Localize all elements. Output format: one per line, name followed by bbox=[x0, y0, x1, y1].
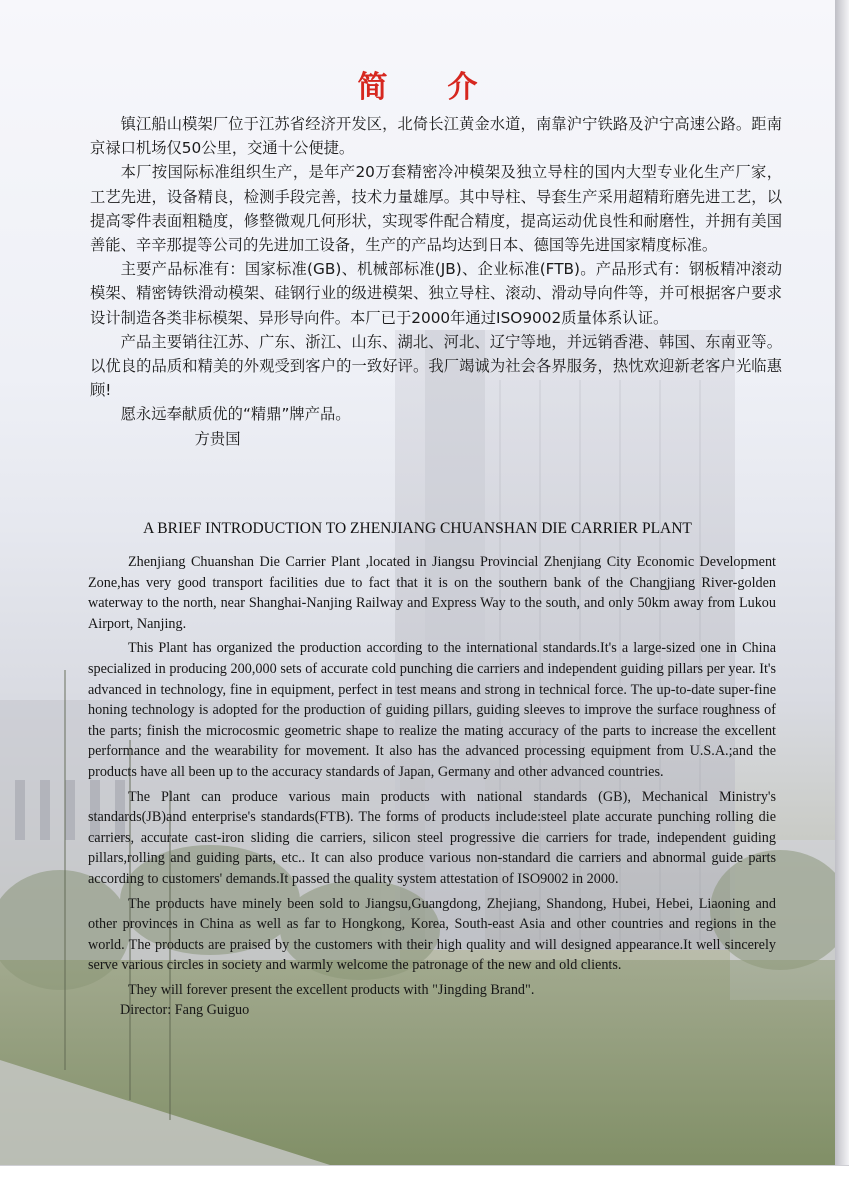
en-paragraph: The Plant can produce various main products with national standards (GB), Mechanical Ministry's standards(JB)and enterprise's standards(FTB). The forms of products include:steel plate accurate punching rolling die carriers, accurate cast-iron sliding die carriers, silicon steel progressive die carriers for trade, independent guiding pillars,rolling and guiding parts, etc.. It can also produce various non-standard die carriers and abnormal guide parts according to customers' demands.It passed the quality system attestation of ISO9002 in 2000. bbox=[88, 788, 776, 887]
cn-paragraph: 镇江船山模架厂位于江苏省经济开发区，北倚长江黄金水道，南靠沪宁铁路及沪宁高速公路。距南京禄口机场仅50公里，交通十公便捷。 bbox=[90, 115, 782, 158]
en-paragraph: They will forever present the excellent products with "Jingding Brand". bbox=[128, 981, 535, 998]
chinese-introduction bbox=[90, 112, 782, 451]
cn-paragraph: 产品主要销往江苏、广东、浙江、山东、湖北、河北、辽宁等地，并远销香港、韩国、东南亚等。以优良的品质和精美的外观受到客户的一致好评。我厂竭诚为社会各界服务，热忱欢迎新老客户光临惠顾! bbox=[90, 332, 782, 400]
en-paragraph: This Plant has organized the production according to the international standards.It's a large-sized one in China specialized in producing 200,000 sets of accurate cold punching die carriers and independent guiding pillars per year. It's advanced in technology, fine in equipment, perfect in test means and strong in technical force. The up-to-date super-fine honing technology is adopted for the production of guiding pillars, guiding sleeves to improve the surface roughness of the parts; finish the microcosmic geometric shape to realize the mating accuracy of the parts to increase the excellent performance and the wearability for movement. It also has the advanced processing equipment from U.S.A.;and the products have all been up to the accuracy standards of Japan, Germany and other advanced countries. bbox=[88, 640, 776, 780]
en-paragraph: The products have minely been sold to Jiangsu,Guangdong, Zhejiang, Shandong, Hubei, Hebei, Liaoning and other provinces in China as well as far to Hongkong, Korea, South-east Asia and other countries and regions in the world. The products are praised by the customers with their high quality and will designed appearance.It well sincerely serve various circles in society and warmly welcome the patronage of the new and old clients. bbox=[88, 895, 776, 974]
en-paragraph: Zhenjiang Chuanshan Die Carrier Plant ,located in Jiangsu Provincial Zhenjiang City Economic Development Zone,has very good transport facilities due to fact that it is on the southern bank of the Changjiang River-golden waterway to the north, near Shanghai-Nanjing Railway and Express Way to the south, and only 50km away from Lukou Airport, Nanjing. bbox=[88, 554, 776, 632]
cn-signature: 方贵国 bbox=[194, 429, 241, 448]
scan-bottom-margin bbox=[0, 1165, 849, 1201]
page-title-cn: 简介 bbox=[357, 70, 538, 105]
en-director: Director: Fang Guiguo bbox=[120, 1002, 250, 1019]
page-edge-shadow bbox=[835, 0, 849, 1200]
cn-paragraph: 本厂按国际标准组织生产，是年产20万套精密冷冲模架及独立导柱的国内大型专业化生产厂家，工艺先进，设备精良，检测手段完善，技术力量雄厚。其中导柱、导套生产采用超精珩磨先进工艺，以提高零件表面粗糙度，修整微观几何形状，实现零件配合精度，提高运动优良性和耐磨性，并拥有美国善能、辛辛那提等公司的先进加工设备，生产的产品均达到日本、德国等先进国家精度标准。 bbox=[90, 163, 782, 255]
cn-paragraph: 主要产品标准有：国家标准(GB)、机械部标准(JB)、企业标准(FTB)。产品形式有：钢板精冲滚动模架、精密铸铁滑动模架、硅钢行业的级进模架、独立导柱、滚动、滑动导向件等，并可根据客户要求设计制造各类非标模架、异形导向件。本厂已于2000年通过ISO9002质量体系认证。 bbox=[90, 260, 782, 327]
english-title: A BRIEF INTRODUCTION TO ZHENJIANG CHUANSHAN DIE CARRIER PLANT bbox=[143, 520, 692, 537]
english-introduction bbox=[88, 552, 776, 1021]
cn-paragraph: 愿永远奉献质优的“精鼎”牌产品。 bbox=[120, 405, 351, 424]
